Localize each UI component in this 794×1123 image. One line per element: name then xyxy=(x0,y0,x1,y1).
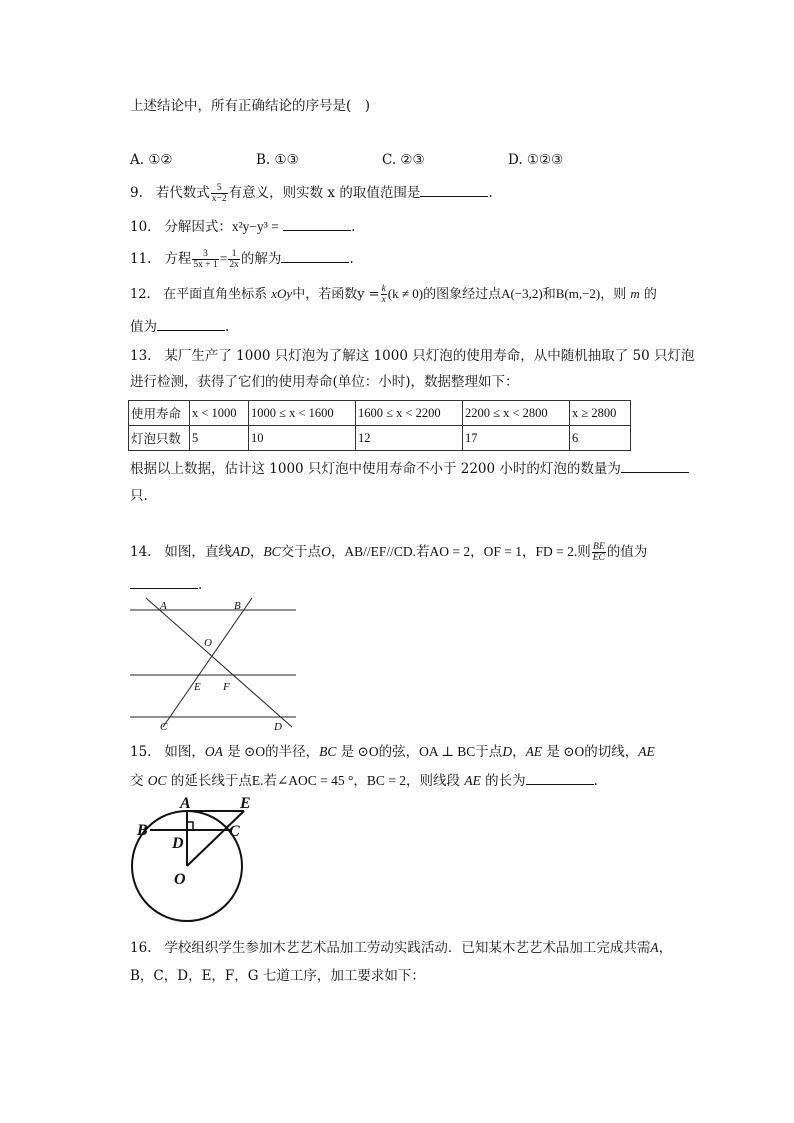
fig14-lines xyxy=(130,598,296,727)
question-text: 学校组织学生参加木艺艺术品加工劳动实践活动．已知某木艺艺术品加工完成共需 xyxy=(164,940,651,956)
math-var: AE xyxy=(525,744,543,759)
line-oe xyxy=(187,811,244,866)
math-var: BC xyxy=(263,544,281,559)
math-var: O xyxy=(321,544,331,559)
question-text: 交 xyxy=(130,773,144,789)
period: . xyxy=(225,319,230,335)
table-cell: x < 1000 xyxy=(190,401,249,426)
denominator: EC xyxy=(592,553,605,563)
label-b: B xyxy=(137,822,148,839)
question-number: 12. xyxy=(130,287,151,302)
question-text: 如图，直线 xyxy=(164,544,232,560)
question-number: 14. xyxy=(130,544,152,560)
question-12-line-1 xyxy=(130,284,657,305)
circle-o xyxy=(132,811,242,921)
math-var: A xyxy=(650,940,659,955)
label-c: C xyxy=(229,823,240,840)
math-var: AE xyxy=(638,744,655,759)
math-var: BC xyxy=(319,744,337,759)
question-text: 交于点 xyxy=(280,544,322,560)
answer-blank[interactable] xyxy=(281,248,349,263)
question-11 xyxy=(130,248,354,270)
right-angle-mark xyxy=(187,822,193,830)
denominator: 2x xyxy=(229,260,239,270)
option-a: A. ①② xyxy=(130,152,173,168)
punct: ， xyxy=(658,940,673,956)
math-var: AE xyxy=(464,773,481,788)
period: . xyxy=(351,219,356,235)
question-number: 16. xyxy=(130,940,152,956)
question-text: 如图， xyxy=(164,744,205,760)
math-var: xOy xyxy=(271,286,293,301)
option-c: C. ②③ xyxy=(382,152,425,168)
question-text: 有意义，则实数 x 的取值范围是 xyxy=(228,185,421,201)
question-16-line-1 xyxy=(130,938,672,958)
answer-blank[interactable] xyxy=(526,770,594,785)
question-text: ，AB//EF//CD.若AO = 2，OF = 1，FD = 2.则 xyxy=(330,544,591,559)
answer-blank[interactable] xyxy=(420,182,488,197)
question-text: 的值为 xyxy=(606,544,648,560)
period: . xyxy=(593,773,598,789)
question-text: (k ≠ 0)的图象经过点A(−3,2)和B(m,−2)，则 xyxy=(387,286,627,301)
label-o: O xyxy=(174,871,186,888)
question-14 xyxy=(130,542,647,563)
question-text: 在平面直角坐标系 xyxy=(163,287,268,302)
question-13-line-2: 进行检测，获得了它们的使用寿命(单位：小时)，数据整理如下： xyxy=(130,374,519,390)
denominator: x−2 xyxy=(211,194,227,204)
question-16-line-2: B，C，D，E，F，G 七道工序，加工要求如下： xyxy=(130,968,425,984)
label-e: E xyxy=(194,681,201,693)
question-text: 若代数式 xyxy=(155,185,210,201)
label-c: C xyxy=(160,721,168,733)
question-text: 是 ⊙O的弦，OA ⊥ BC于点 xyxy=(340,744,503,759)
question-stem-tail: 上述结论中，所有正确结论的序号是( ) xyxy=(130,98,371,114)
question-number: 13. xyxy=(130,348,152,364)
table-cell: 10 xyxy=(249,426,356,451)
label-b: B xyxy=(234,600,241,612)
period: . xyxy=(488,185,493,201)
question-14-line-2 xyxy=(130,574,202,595)
question-text: 分解因式： xyxy=(164,219,232,235)
punct: ， xyxy=(249,544,264,560)
line-ad xyxy=(146,598,292,727)
question-text: 是 ⊙O的半径， xyxy=(227,744,320,759)
option-b: B. ①③ xyxy=(256,152,299,168)
question-9 xyxy=(130,182,493,204)
question-text: 方程 xyxy=(164,251,192,267)
label-d: D xyxy=(274,721,282,733)
question-10 xyxy=(130,216,355,237)
answer-blank[interactable] xyxy=(130,574,198,589)
table-row xyxy=(129,426,631,451)
question-15-line-1 xyxy=(130,742,655,762)
period: . xyxy=(198,577,203,593)
table-cell: 2200 ≤ x < 2800 xyxy=(463,401,570,426)
table-cell: 1600 ≤ x < 2200 xyxy=(356,401,463,426)
numerator: 1 xyxy=(228,249,240,260)
period: . xyxy=(349,251,354,267)
fraction xyxy=(211,183,228,204)
math-expression: x²y−y³ = xyxy=(231,219,279,234)
label-f: F xyxy=(223,681,230,693)
fraction xyxy=(381,284,387,305)
question-text: 的长为 xyxy=(485,773,526,789)
data-table xyxy=(128,400,631,451)
fraction xyxy=(592,542,606,563)
numerator: 3 xyxy=(192,249,218,260)
table-cell: 17 xyxy=(463,426,570,451)
fraction xyxy=(228,249,240,270)
table-cell: 使用寿命 xyxy=(129,401,190,426)
label-a: A xyxy=(180,795,191,812)
numerator: 5 xyxy=(211,183,228,194)
question-number: 15. xyxy=(130,744,152,760)
table-cell: 5 xyxy=(190,426,249,451)
table-cell: 1000 ≤ x < 1600 xyxy=(249,401,356,426)
label-e: E xyxy=(240,795,251,812)
label-a: A xyxy=(160,600,167,612)
question-number: 9. xyxy=(130,185,143,201)
numerator: k xyxy=(381,284,386,294)
question-15-line-2 xyxy=(130,770,598,791)
line-bc xyxy=(163,598,252,727)
math-var: OA xyxy=(204,744,223,759)
question-12-line-2 xyxy=(130,316,229,337)
table-cell: 12 xyxy=(356,426,463,451)
denominator: x xyxy=(381,295,386,305)
answer-blank[interactable] xyxy=(283,216,351,231)
question-text: 的延长线于点E.若∠AOC = 45 °，BC = 2，则线段 xyxy=(170,773,461,788)
table-row xyxy=(129,401,631,426)
table-cell: 灯泡只数 xyxy=(129,426,190,451)
question-13-line-4: 只. xyxy=(130,488,148,504)
math-var: D xyxy=(502,744,513,759)
fig15-shapes xyxy=(132,811,244,921)
fraction xyxy=(192,249,218,270)
answer-blank[interactable] xyxy=(621,458,689,473)
question-number: 10. xyxy=(130,219,152,235)
punct: ， xyxy=(512,744,526,760)
label-d: D xyxy=(172,835,184,852)
question-text: 的解为 xyxy=(240,251,282,267)
question-text: 值为 xyxy=(130,319,157,335)
question-text: 中，若函数y = xyxy=(292,287,380,302)
denominator: 5x + 1 xyxy=(193,260,218,270)
label-o: O xyxy=(204,637,212,649)
question-text: 某厂生产了 1000 只灯泡为了解这 1000 只灯泡的使用寿命，从中随机抽取了 50 只灯泡 xyxy=(164,348,695,364)
table-cell: 6 xyxy=(570,426,631,451)
math-var: AD xyxy=(231,544,250,559)
answer-blank[interactable] xyxy=(157,316,225,331)
question-text: 的 xyxy=(643,287,657,302)
question-13-line-1 xyxy=(130,346,695,366)
math-var: OC xyxy=(147,773,167,788)
option-d: D. ①②③ xyxy=(508,152,564,168)
question-text: 根据以上数据，估计这 1000 只灯泡中使用寿命不小于 2200 小时的灯泡的数量为 xyxy=(130,461,621,477)
question-number: 11. xyxy=(130,251,152,267)
numerator: BE xyxy=(593,542,605,552)
equals-sign: = xyxy=(219,251,228,266)
question-text: 是 ⊙O的切线， xyxy=(546,744,639,759)
math-var: m xyxy=(630,286,640,301)
question-13-line-3 xyxy=(130,458,689,479)
table-cell: x ≥ 2800 xyxy=(570,401,631,426)
